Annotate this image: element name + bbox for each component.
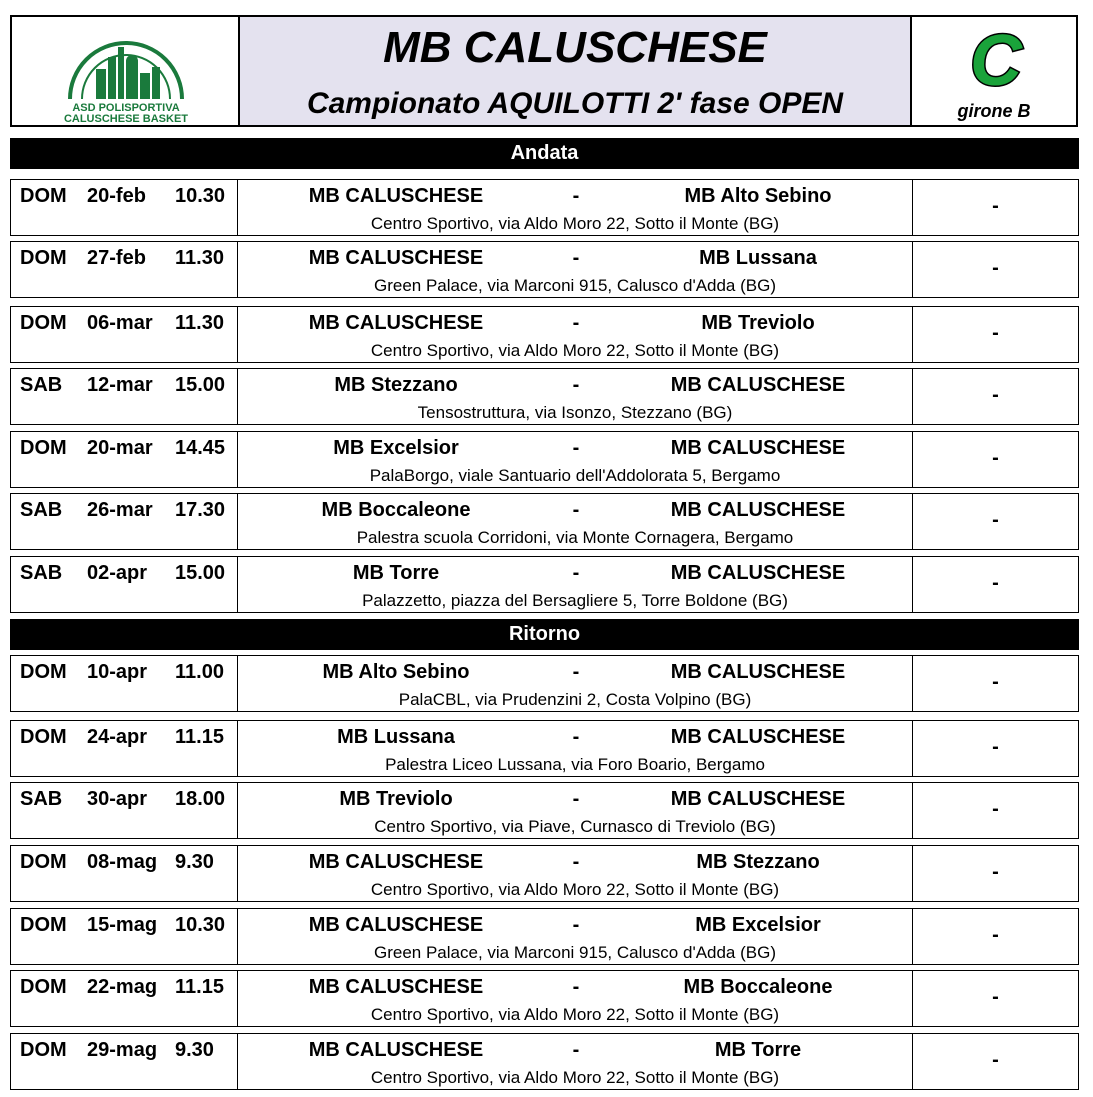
match-score — [913, 909, 1078, 964]
match-score — [913, 369, 1078, 424]
home-team: MB Torre — [352, 562, 440, 584]
match-row — [10, 241, 1079, 298]
match-time: 11.30 — [175, 247, 224, 269]
match-datetime — [11, 432, 238, 487]
section-header-andata: Andata — [10, 138, 1079, 169]
match-date: 20-mar — [87, 437, 153, 459]
match-info — [238, 242, 913, 297]
girone-logo-letter: C — [970, 21, 1022, 97]
score-value: - — [992, 924, 999, 946]
match-info — [238, 494, 913, 549]
match-row — [10, 306, 1079, 363]
match-venue: PalaBorgo, viale Santuario dell'Addolorata 5, Bergamo — [369, 466, 781, 485]
score-value: - — [992, 861, 999, 883]
score-value: - — [992, 509, 999, 531]
page-subtitle: Campionato AQUILOTTI 2' fase OPEN — [306, 87, 844, 120]
match-row — [10, 970, 1079, 1027]
match-date: 22-mag — [87, 976, 158, 998]
match-separator: - — [572, 914, 580, 936]
girone-label: girone B — [957, 101, 1031, 121]
home-team: MB CALUSCHESE — [308, 914, 484, 936]
away-team: MB Lussana — [699, 247, 817, 269]
match-separator: - — [572, 788, 580, 810]
match-venue: Green Palace, via Marconi 915, Calusco d'Adda (BG) — [374, 943, 776, 962]
match-score — [913, 846, 1078, 901]
match-row — [10, 720, 1079, 777]
match-day: DOM — [20, 185, 67, 207]
match-score — [913, 656, 1078, 711]
match-info — [238, 307, 913, 362]
match-date: 26-mar — [87, 499, 153, 521]
match-date: 24-apr — [87, 726, 148, 748]
score-value: - — [992, 447, 999, 469]
match-datetime — [11, 783, 238, 838]
match-date: 10-apr — [87, 661, 148, 683]
club-logo-text-2: CALUSCHESE BASKET — [63, 113, 189, 125]
match-time: 17.30 — [175, 499, 226, 521]
away-team: MB CALUSCHESE — [670, 499, 846, 521]
match-time: 11.30 — [175, 312, 224, 334]
home-team: MB CALUSCHESE — [308, 247, 484, 269]
match-row — [10, 782, 1079, 839]
match-row — [10, 845, 1079, 902]
score-value: - — [992, 195, 999, 217]
score-value: - — [992, 322, 999, 344]
match-day: DOM — [20, 247, 67, 269]
match-score — [913, 1034, 1078, 1089]
match-row — [10, 908, 1079, 965]
match-day: DOM — [20, 976, 67, 998]
match-venue: Centro Sportivo, via Piave, Curnasco di Treviolo (BG) — [374, 817, 776, 836]
match-score — [913, 557, 1078, 612]
match-separator: - — [572, 437, 580, 459]
match-day: DOM — [20, 437, 67, 459]
club-logo-icon — [12, 17, 238, 125]
match-datetime — [11, 721, 238, 776]
score-value: - — [992, 986, 999, 1008]
match-datetime — [11, 1034, 238, 1089]
away-team: MB CALUSCHESE — [670, 726, 846, 748]
score-value: - — [992, 572, 999, 594]
match-time: 15.00 — [175, 374, 226, 396]
match-row — [10, 655, 1079, 712]
match-day: DOM — [20, 661, 67, 683]
score-value: - — [992, 384, 999, 406]
match-score — [913, 180, 1078, 235]
home-team: MB Lussana — [337, 726, 455, 748]
match-day: SAB — [20, 374, 63, 396]
home-team: MB Excelsior — [333, 437, 459, 459]
match-score — [913, 971, 1078, 1026]
away-team: MB Excelsior — [695, 914, 821, 936]
match-datetime — [11, 909, 238, 964]
match-date: 12-mar — [87, 374, 153, 396]
match-separator: - — [572, 726, 580, 748]
match-separator: - — [572, 661, 580, 683]
away-team: MB CALUSCHESE — [670, 788, 846, 810]
match-info — [238, 783, 913, 838]
away-team: MB Boccaleone — [683, 976, 833, 998]
match-separator: - — [572, 374, 580, 396]
match-row — [10, 556, 1079, 613]
home-team: MB CALUSCHESE — [308, 185, 484, 207]
home-team: MB CALUSCHESE — [308, 976, 484, 998]
match-time: 11.15 — [175, 726, 224, 748]
home-team: MB Stezzano — [334, 374, 458, 396]
match-date: 29-mag — [87, 1039, 158, 1061]
away-team: MB CALUSCHESE — [670, 374, 846, 396]
match-row — [10, 179, 1079, 236]
match-score — [913, 494, 1078, 549]
match-venue: Palestra scuola Corridoni, via Monte Cornagera, Bergamo — [356, 528, 794, 547]
match-row — [10, 493, 1079, 550]
away-team: MB CALUSCHESE — [670, 562, 846, 584]
match-row — [10, 368, 1079, 425]
match-day: SAB — [20, 562, 63, 584]
match-venue: Centro Sportivo, via Aldo Moro 22, Sotto il Monte (BG) — [370, 1005, 780, 1024]
match-venue: Centro Sportivo, via Aldo Moro 22, Sotto il Monte (BG) — [370, 1068, 780, 1087]
match-score — [913, 721, 1078, 776]
match-venue: Palestra Liceo Lussana, via Foro Boario, Bergamo — [385, 755, 765, 774]
away-team: MB Stezzano — [696, 851, 820, 873]
match-separator: - — [572, 185, 580, 207]
match-day: DOM — [20, 851, 67, 873]
home-team: MB CALUSCHESE — [308, 851, 484, 873]
header — [10, 15, 1078, 127]
title-cell — [240, 17, 912, 125]
match-date: 30-apr — [87, 788, 148, 810]
home-team: MB Treviolo — [339, 788, 453, 810]
match-date: 02-apr — [87, 562, 148, 584]
match-time: 9.30 — [175, 1039, 214, 1061]
match-score — [913, 783, 1078, 838]
home-team: MB CALUSCHESE — [308, 1039, 484, 1061]
score-value: - — [992, 671, 999, 693]
home-team: MB Boccaleone — [321, 499, 471, 521]
match-separator: - — [572, 1039, 580, 1061]
match-datetime — [11, 242, 238, 297]
match-venue: Green Palace, via Marconi 915, Calusco d'Adda (BG) — [374, 276, 776, 295]
match-datetime — [11, 369, 238, 424]
match-info — [238, 971, 913, 1026]
match-datetime — [11, 180, 238, 235]
away-team: MB Torre — [714, 1039, 802, 1061]
score-value: - — [992, 736, 999, 758]
match-time: 9.30 — [175, 851, 214, 873]
match-info — [238, 656, 913, 711]
match-datetime — [11, 307, 238, 362]
match-day: DOM — [20, 1039, 67, 1061]
match-row — [10, 1033, 1079, 1090]
match-venue: Centro Sportivo, via Aldo Moro 22, Sotto il Monte (BG) — [370, 880, 780, 899]
match-info — [238, 721, 913, 776]
match-day: DOM — [20, 914, 67, 936]
match-time: 14.45 — [175, 437, 226, 459]
score-value: - — [992, 798, 999, 820]
match-info — [238, 432, 913, 487]
match-info — [238, 1034, 913, 1089]
match-venue: PalaCBL, via Prudenzini 2, Costa Volpino (BG) — [398, 690, 752, 709]
match-time: 18.00 — [175, 788, 226, 810]
score-value: - — [992, 257, 999, 279]
match-date: 20-feb — [87, 185, 146, 207]
section-header-ritorno: Ritorno — [10, 619, 1079, 650]
match-datetime — [11, 656, 238, 711]
club-logo-text-1: ASD POLISPORTIVA — [72, 102, 180, 114]
match-separator: - — [572, 312, 580, 334]
match-date: 15-mag — [87, 914, 158, 936]
match-info — [238, 909, 913, 964]
match-info — [238, 369, 913, 424]
match-time: 11.15 — [175, 976, 224, 998]
match-info — [238, 180, 913, 235]
match-info — [238, 846, 913, 901]
match-date: 06-mar — [87, 312, 153, 334]
match-separator: - — [572, 499, 580, 521]
match-venue: Palazzetto, piazza del Bersagliere 5, Torre Boldone (BG) — [362, 591, 788, 610]
match-info — [238, 557, 913, 612]
home-team: MB CALUSCHESE — [308, 312, 484, 334]
match-time: 10.30 — [175, 185, 226, 207]
match-day: DOM — [20, 312, 67, 334]
match-time: 15.00 — [175, 562, 226, 584]
match-separator: - — [572, 976, 580, 998]
match-time: 10.30 — [175, 914, 226, 936]
match-datetime — [11, 494, 238, 549]
away-team: MB CALUSCHESE — [670, 437, 846, 459]
match-date: 08-mag — [87, 851, 158, 873]
girone-cell — [912, 17, 1076, 125]
match-venue: Tensostruttura, via Isonzo, Stezzano (BG) — [417, 403, 733, 422]
home-team: MB Alto Sebino — [322, 661, 470, 683]
match-datetime — [11, 971, 238, 1026]
away-team: MB Treviolo — [701, 312, 815, 334]
score-value: - — [992, 1049, 999, 1071]
match-separator: - — [572, 851, 580, 873]
match-separator: - — [572, 247, 580, 269]
match-score — [913, 432, 1078, 487]
match-day: DOM — [20, 726, 67, 748]
match-datetime — [11, 846, 238, 901]
page-title: MB CALUSCHESE — [383, 23, 767, 72]
match-day: SAB — [20, 499, 63, 521]
match-score — [913, 307, 1078, 362]
match-venue: Centro Sportivo, via Aldo Moro 22, Sotto il Monte (BG) — [370, 341, 780, 360]
match-score — [913, 242, 1078, 297]
away-team: MB CALUSCHESE — [670, 661, 846, 683]
match-venue: Centro Sportivo, via Aldo Moro 22, Sotto il Monte (BG) — [370, 214, 780, 233]
match-separator: - — [572, 562, 580, 584]
match-time: 11.00 — [175, 661, 224, 683]
match-row — [10, 431, 1079, 488]
match-date: 27-feb — [87, 247, 146, 269]
away-team: MB Alto Sebino — [684, 185, 832, 207]
match-day: SAB — [20, 788, 63, 810]
club-logo-cell — [12, 17, 240, 125]
match-datetime — [11, 557, 238, 612]
girone-logo-icon — [912, 17, 1076, 97]
